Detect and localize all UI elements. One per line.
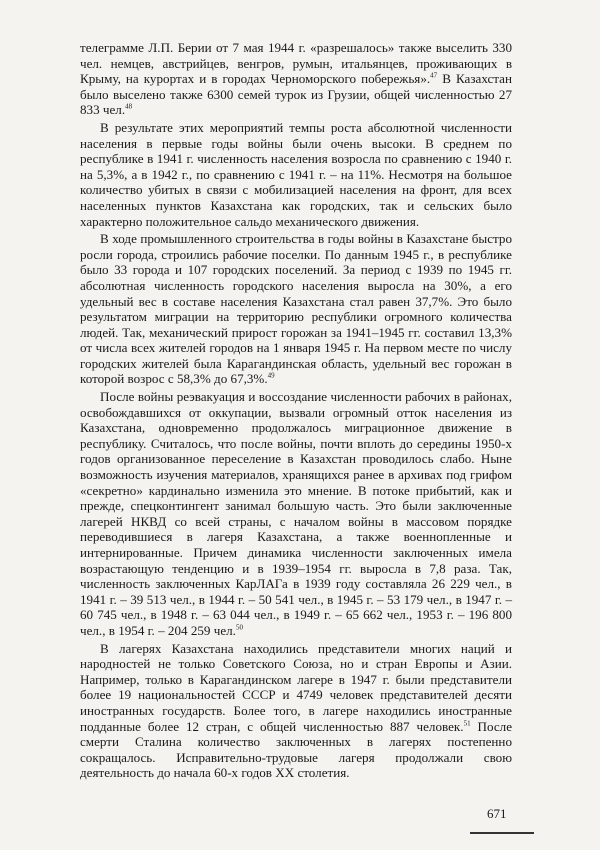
footnote-ref-48[interactable]: 48 <box>125 103 133 112</box>
paragraph-4: После войны реэвакуация и воссоздание численности рабочих в районах, освобождавшихся от оккупации, вызвали огромный отток населения из Казахстана, одновременно продолжалось миграционное движение в республику. Считалось, что после войны, почти вплоть до середины 1950-х годов организованное переселение в Казахстан проводилось слабо. Ныне возможность изучения материалов, хранящихся ранее в архивах под грифом «секретно» кардинально изменила это мнение. В потоке прибытий, как и прежде, спецконтингент занимал большую часть. Это были заключенные лагерей НКВД со всей страны, с началом войны в массовом порядке переводившиеся в лагеря Казахстана, а также военнопленные и интернированные. Причем динамика численности заключенных имела возрастающую тенденцию и в 1939–1954 гг. выросла в 7,8 раза. Так, численность заключенных КарЛАГа в 1939 году составляла 26 229 чел., в 1941 г. – 39 513 чел., в 1944 г. – 50 541 чел., в 1945 г. – 53 179 чел., в 1947 г. – 60 745 чел., в 1948 г. – 63 044 чел., в 1949 г. – 65 662 чел., 1953 г. – 196 800 чел., в 1954 г. – 204 259 чел.$^{50}$ <box>80 389 512 638</box>
page-body <box>80 40 512 781</box>
page-rule <box>470 832 534 834</box>
footnote-ref-51[interactable]: 51 <box>463 719 471 728</box>
footnote-ref-49[interactable]: 49 <box>267 372 275 381</box>
paragraph-1: телеграмме Л.П. Берии от 7 мая 1944 г. «разрешалось» также выселить 330 чел. немцев, австрийцев, венгров, румын, итальянцев, проживающих в Крыму, на курортах и в городах Черноморского побережья».$^{47}$ В Казахстан было выселено также 6300 семей турок из Грузии, общей численностью 27 833 чел.$^{48}$ <box>80 40 512 118</box>
page-number: 671 <box>487 806 507 821</box>
paragraph-3: В ходе промышленного строительства в годы войны в Казахстане быстро росли города, строились рабочие поселки. По данным 1945 г., в республике было 33 города и 107 городских поселений. За период с 1939 по 1945 гг. абсолютная численность городского населения выросла на 30%, а его удельный вес в составе населения Казахстана стал равен 37,7%. Это было результатом миграции на территорию республики огромного количества людей. Так, механический прирост горожан за 1941–1945 гг. составил 13,3% от числа всех жителей городов на 1 января 1945 г. На первом месте по числу городских жителей была Карагандинская область, удельный вес горожан в которой возрос с 58,3% до 67,3%.$^{49}$ <box>80 231 512 387</box>
footnote-ref-50[interactable]: 50 <box>235 623 243 632</box>
paragraph-5: В лагерях Казахстана находились представители многих наций и народностей не только Советского Союза, но и стран Европы и Азии. Например, только в Карагандинском лагере в 1947 г. были представители более 19 национальностей СССР и 4749 человек представителей десяти иностранных государств. Более того, в лагере находились иностранные подданные более 12 стран, с общей численностью 887 человек.$^{51}$ После смерти Сталина количество заключенных в лагерях постепенно сокращалось. Исправительно-трудовые лагеря продолжали свою деятельность до начала 60-х годов XX столетия. <box>80 640 513 781</box>
paragraph-2: В результате этих мероприятий темпы роста абсолютной численности населения в первые годы войны были очень высоки. В среднем по республике в 1941 г. численность населения возросла по сравнению с 1940 г. на 5,3%, а в 1942 г., по сравнению с 1941 г. – на 11%. Несмотря на большое количество убитых в связи с мобилизацией населения на фронт, для всех населенных пунктов Казахстана как городских, так и сельских было характерно положительное сальдо механического движения. <box>80 119 512 229</box>
footnote-ref-47[interactable]: 47 <box>430 71 438 80</box>
